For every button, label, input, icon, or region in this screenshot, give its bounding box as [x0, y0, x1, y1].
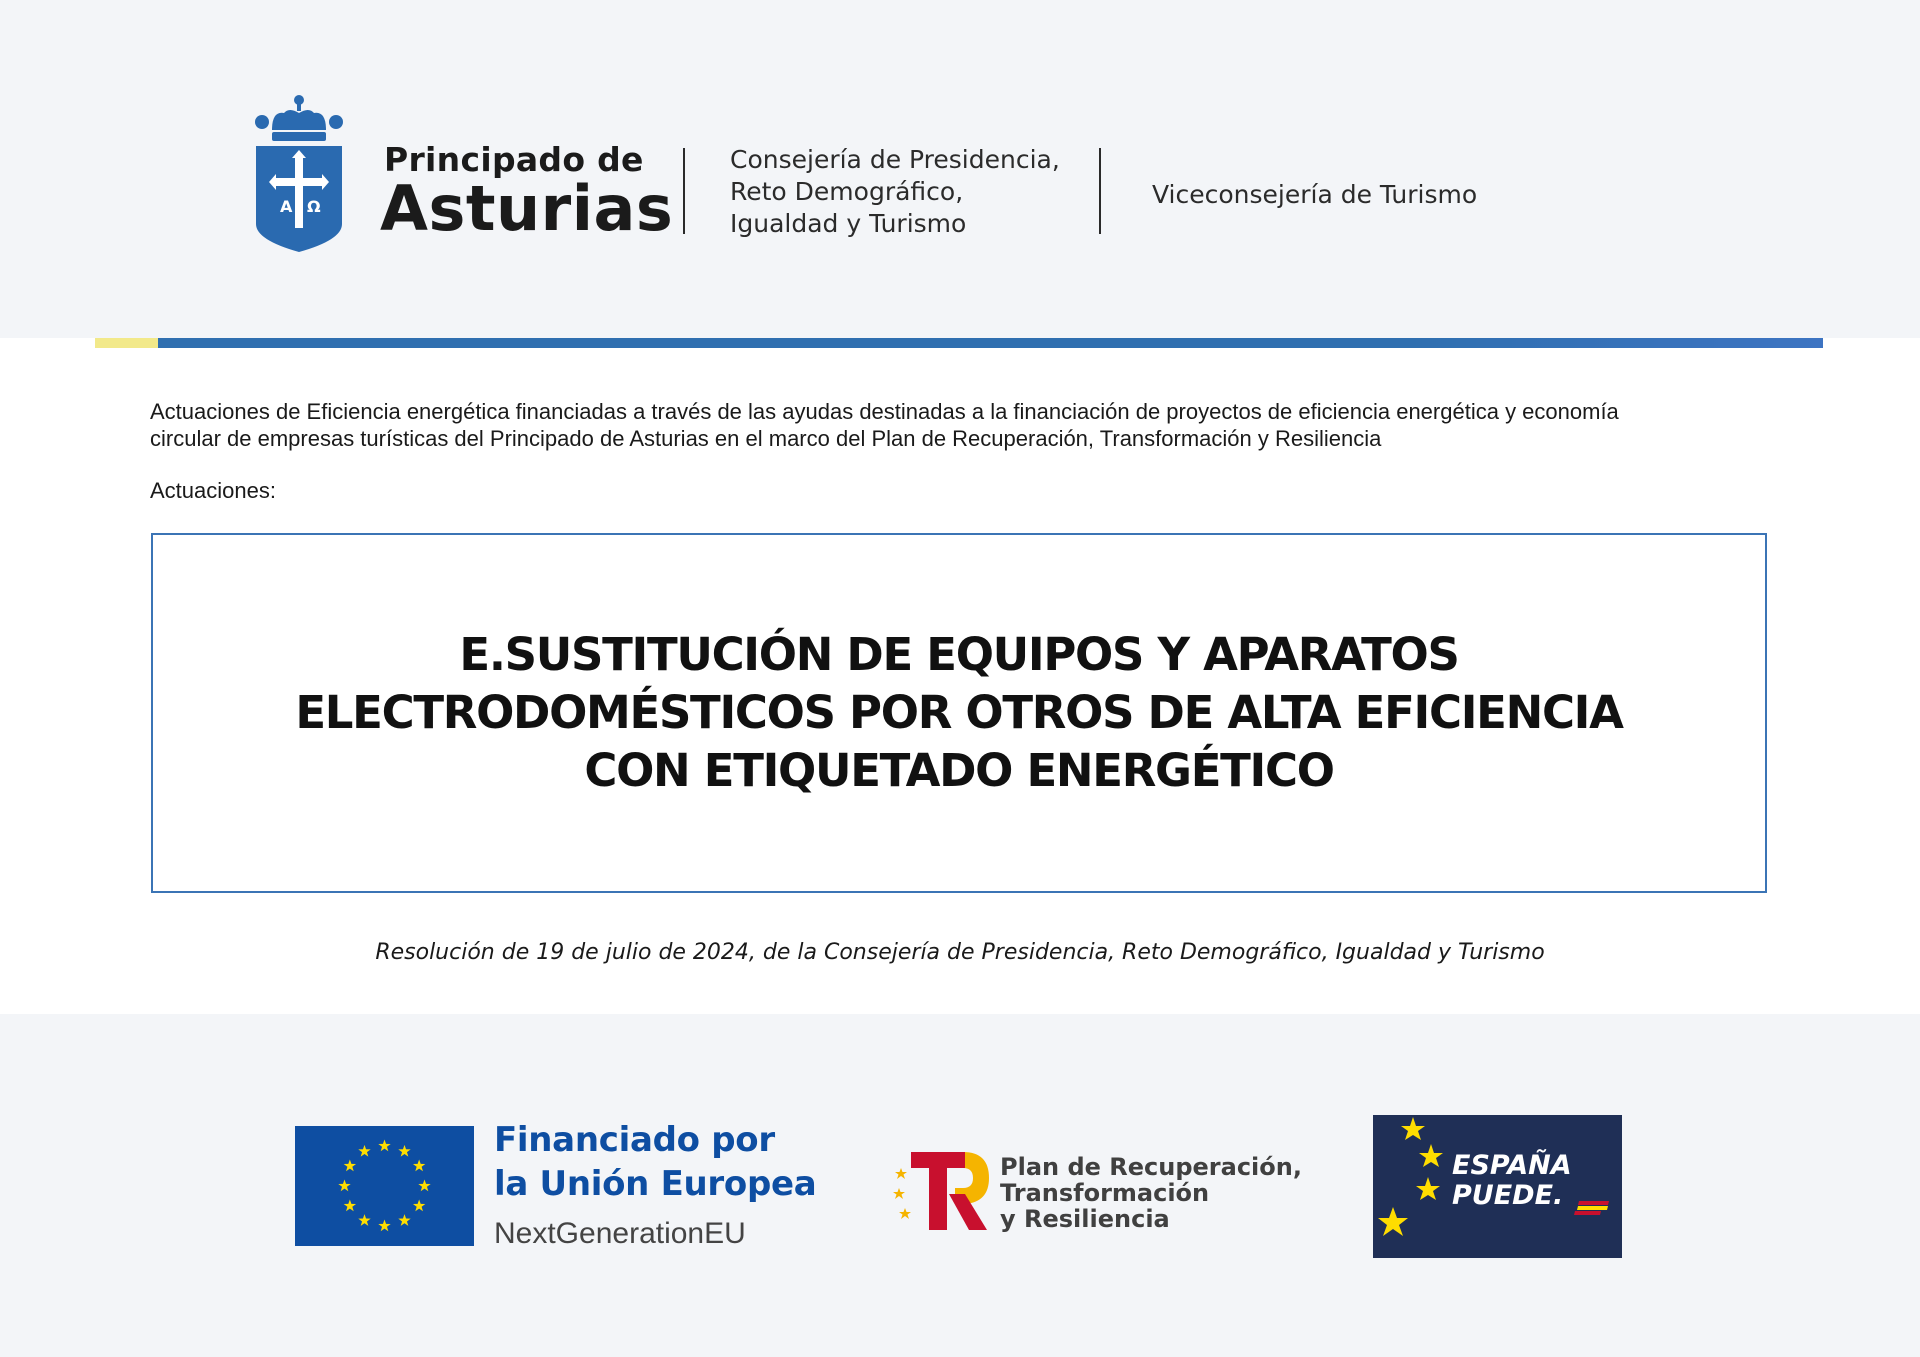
spain-flag-stripe-icon [1573, 1201, 1609, 1215]
department-line: Consejería de Presidencia, [730, 145, 1060, 174]
actuaciones-label: Actuaciones: [150, 478, 276, 503]
eu-flag-icon [295, 1126, 474, 1246]
prtr-text-line: y Resiliencia [1000, 1205, 1170, 1233]
eu-funding-line2: la Unión Europea [494, 1164, 817, 1204]
action-title-line: ELECTRODOMÉSTICOS POR OTROS DE ALTA EFICIENCIA [295, 686, 1623, 739]
header-band [0, 0, 1920, 338]
intro-line: circular de empresas turísticas del Principado de Asturias en el marco del Plan de Recuperación, Transformación y Resiliencia [150, 426, 1382, 451]
accent-blue-segment [158, 338, 1823, 348]
department-line: Reto Demográfico, [730, 177, 964, 206]
prtr-text-line: Plan de Recuperación, [1000, 1153, 1302, 1181]
action-title-line: E.SUSTITUCIÓN DE EQUIPOS Y APARATOS [459, 628, 1459, 681]
eu-funding-line3: NextGenerationEU [494, 1217, 746, 1250]
department-line: Igualdad y Turismo [730, 209, 967, 238]
asturias-crest-icon [254, 94, 344, 252]
intro-text [150, 398, 1790, 452]
resolution-text: Resolución de 19 de julio de 2024, de la Consejería de Presidencia, Reto Demográfico, Igualdad y Turismo [375, 940, 1545, 965]
espana-puede-line: PUEDE. [1452, 1180, 1564, 1211]
prtr-text [1000, 1154, 1302, 1232]
header-accent-bar [95, 338, 1823, 348]
org-name-line2: Asturias [380, 172, 674, 245]
action-title-line: CON ETIQUETADO ENERGÉTICO [584, 744, 1334, 797]
espana-puede-logo [1373, 1115, 1622, 1258]
prtr-logo-icon [893, 1150, 993, 1232]
action-title-box [151, 533, 1767, 893]
svg-text:Ω: Ω [307, 197, 321, 216]
accent-yellow-segment [95, 338, 158, 348]
header-divider [683, 148, 685, 234]
org-name-line1: Principado de [384, 140, 644, 179]
espana-puede-text [1452, 1151, 1572, 1211]
svg-text:A: A [280, 197, 293, 216]
department-name [730, 144, 1060, 240]
eu-funding-line1: Financiado por [494, 1120, 775, 1160]
prtr-text-line: Transformación [1000, 1179, 1210, 1207]
header-divider [1099, 148, 1101, 234]
intro-line: Actuaciones de Eficiencia energética financiadas a través de las ayudas destinadas a la financiación de proyectos de eficiencia energética y economía [150, 399, 1619, 424]
vice-department: Viceconsejería de Turismo [1152, 180, 1478, 209]
espana-puede-line: ESPAÑA [1452, 1150, 1572, 1181]
